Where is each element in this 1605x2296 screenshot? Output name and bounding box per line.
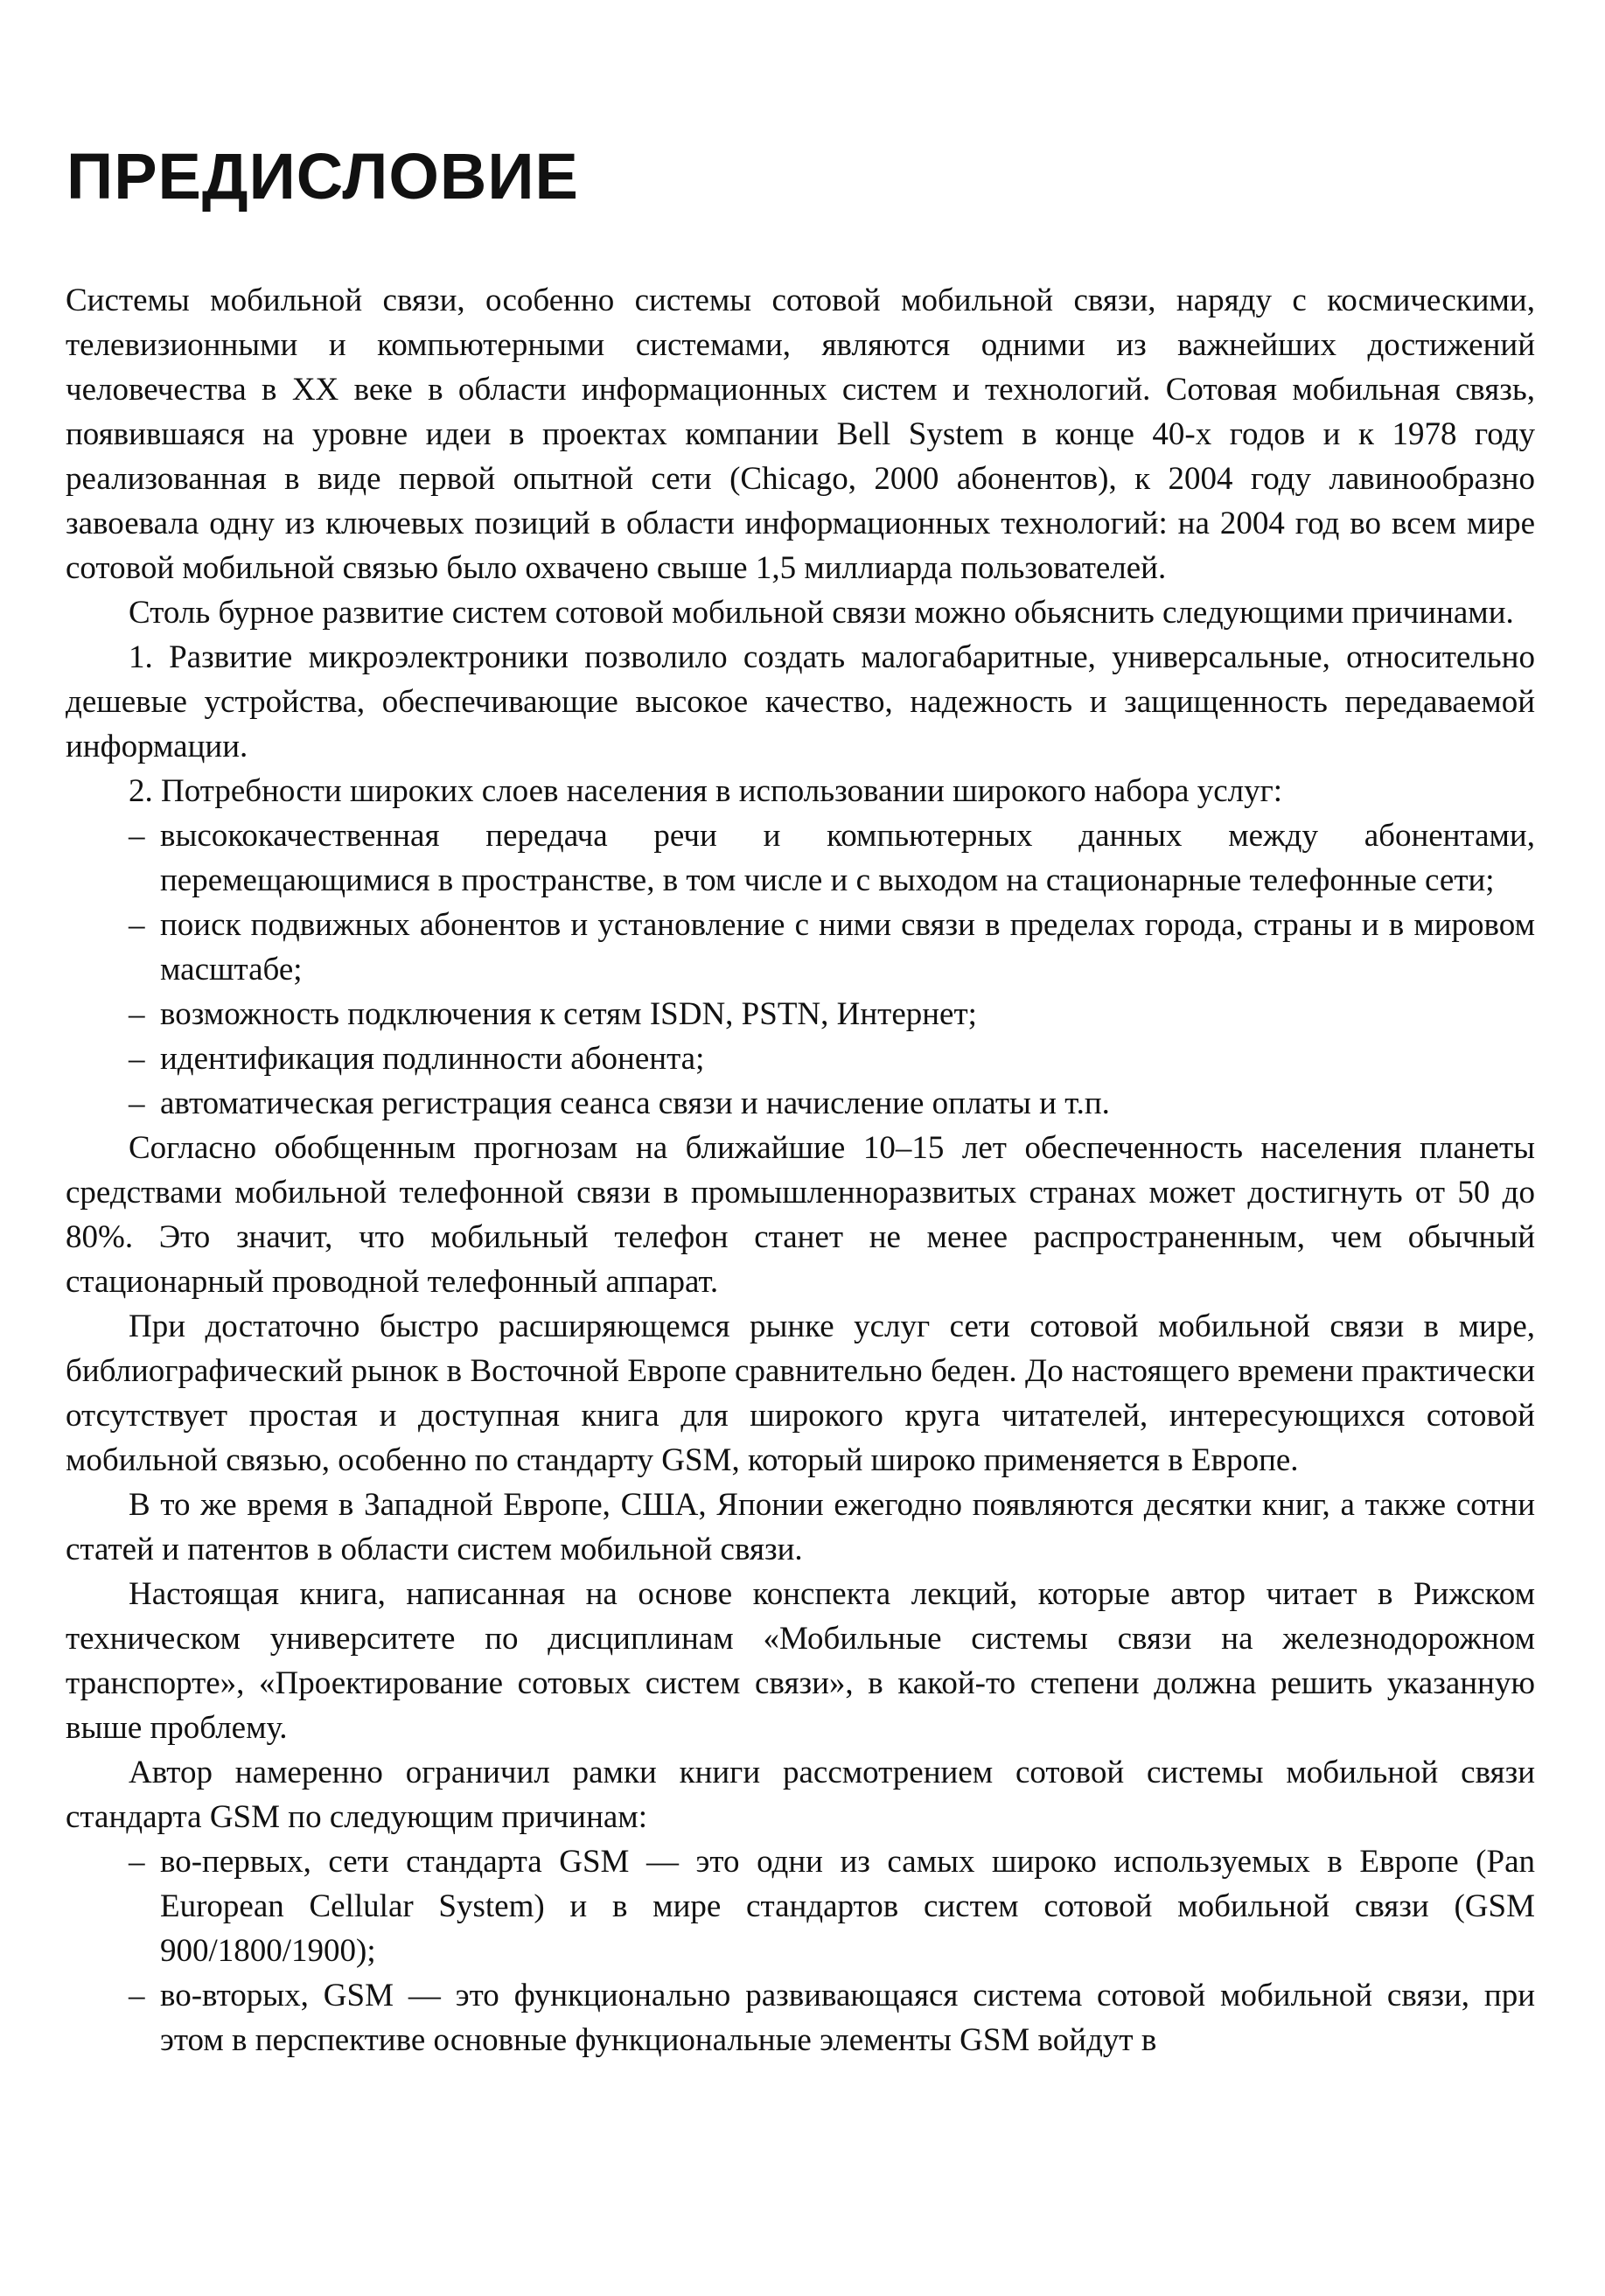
list-item-text: во-первых, сети стандарта GSM — это одни из самых широко используемых в Европе (Pan European Cellular System) и в мире стандартов систем сотовой мобильной связи (GSM 900/1800/1900); <box>160 1844 1535 1969</box>
list-item <box>66 903 1535 992</box>
list-item <box>66 813 1535 903</box>
list-item-text: идентификация подлинности абонента; <box>160 1041 705 1077</box>
paragraph: Согласно обобщенным прогнозам на ближайшие 10–15 лет обеспеченность населения планеты средствами мобильной телефонной связи в промышленноразвитых странах может достигнуть от 50 до 80%. Это значит, что мобильный телефон станет не менее распространенным, чем обычный стационарный проводной телефонный аппарат. <box>66 1130 1535 1300</box>
list-bullet: – <box>129 1085 145 1121</box>
list-bullet: – <box>129 1978 145 2013</box>
page-title: ПРЕДИСЛОВИЕ <box>66 140 579 213</box>
paragraph: В то же время в Западной Европе, США, Японии ежегодно появляются десятки книг, а также сотни статей и патентов в области систем мобильной связи. <box>66 1487 1535 1567</box>
list-item <box>66 1973 1535 2062</box>
paragraph: 2. Потребности широких слоев населения в использовании широкого набора услуг: <box>129 773 1283 809</box>
list-bullet: – <box>129 996 145 1032</box>
list-item-text: высококачественная передача речи и компьютерных данных между абонентами, перемещающимися в пространстве, в том числе и с выходом на стационарные телефонные сети; <box>160 818 1535 898</box>
list-item <box>66 992 1535 1036</box>
paragraph: При достаточно быстро расширяющемся рынке услуг сети сотовой мобильной связи в мире, библиографический рынок в Восточной Европе сравнительно беден. До настоящего времени практически отсутствует простая и доступная книга для широкого круга читателей, интересующихся сотовой мобильной связью, особенно по стандарту GSM, который широко применяется в Европе. <box>66 1309 1535 1478</box>
list-item <box>66 1839 1535 1973</box>
paragraph: Автор намеренно ограничил рамки книги рассмотрением сотовой системы мобильной связи стандарта GSM по следующим причинам: <box>66 1755 1535 1835</box>
paragraph: Настоящая книга, написанная на основе конспекта лекций, которые автор читает в Рижском техническом университете по дисциплинам «Мобильные системы связи на железнодорожном транспорте», «Проектирование сотовых систем связи», в какой-то степени должна решить указанную выше проблему. <box>66 1576 1535 1746</box>
list-bullet: – <box>129 1844 145 1880</box>
paragraph: Системы мобильной связи, особенно системы сотовой мобильной связи, наряду с космическими, телевизионными и компьютерными системами, являются одними из важнейших достижений человечества в ХХ веке в области информационных систем и технологий. Сотовая мобильная связь, появившаяся на уровне идеи в проектах компании Bell System в конце 40-х годов и к 1978 году реализованная в виде первой опытной сети (Chicago, 2000 абонентов), к 2004 году лавинообразно завоевала одну из ключевых позиций в области информационных технологий: на 2004 год во всем мире сотовой мобильной связью было охвачено свыше 1,5 миллиарда пользователей. <box>66 283 1535 586</box>
body-text <box>66 278 1535 2062</box>
list-item <box>66 1036 1535 1081</box>
list-bullet: – <box>129 1041 145 1077</box>
list-item <box>66 1081 1535 1126</box>
list-item-text: во-вторых, GSM — это функционально развивающаяся система сотовой мобильной связи, при этом в перспективе основные функциональные элементы GSM войдут в <box>160 1978 1535 2058</box>
list-item-text: автоматическая регистрация сеанса связи и начисление оплаты и т.п. <box>160 1085 1110 1121</box>
list-bullet: – <box>129 818 145 854</box>
list-bullet: – <box>129 907 145 943</box>
list-item-text: возможность подключения к сетям ISDN, PSTN, Интернет; <box>160 996 977 1032</box>
paragraph: 1. Развитие микроэлектроники позволило создать малогабаритные, универсальные, относительно дешевые устройства, обеспечивающие высокое качество, надежность и защищенность передаваемой информации. <box>66 639 1535 764</box>
list-item-text: поиск подвижных абонентов и установление с ними связи в пределах города, страны и в мировом масштабе; <box>160 907 1535 987</box>
paragraph: Столь бурное развитие систем сотовой мобильной связи можно обьяснить следующими причинами. <box>129 595 1514 631</box>
